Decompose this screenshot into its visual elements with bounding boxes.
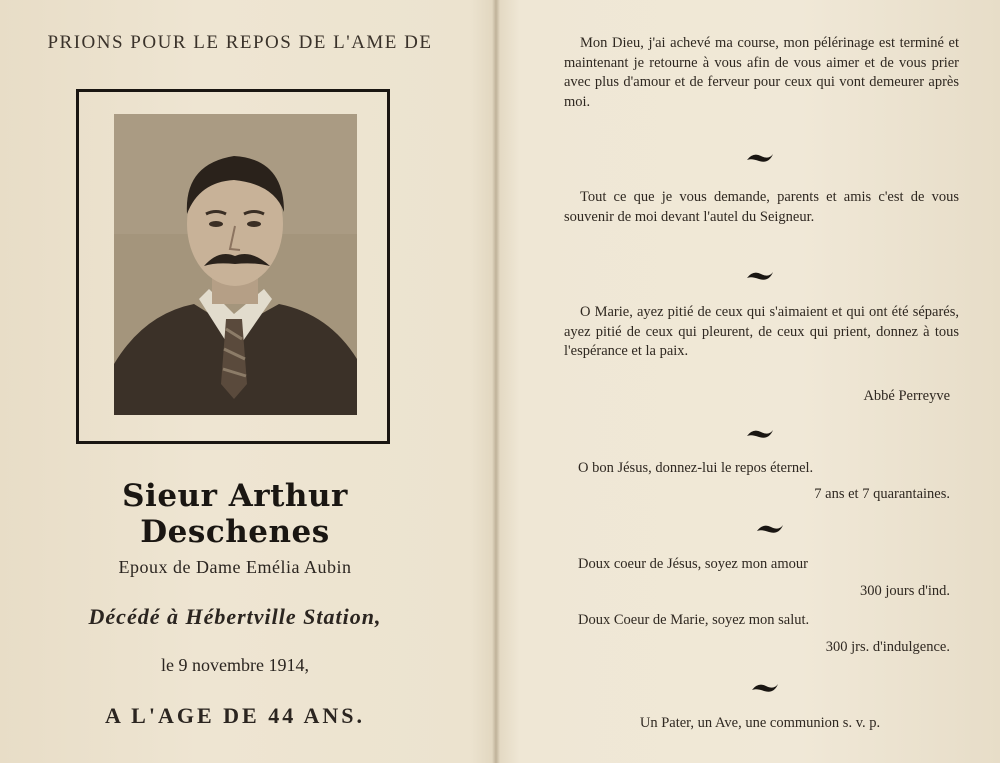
indulgence-5: 300 jours d'ind. (859, 583, 950, 599)
indulgence-6: 300 jrs. d'indulgence. (825, 639, 950, 655)
age-at-death: A L'AGE DE 44 ANS. (105, 703, 365, 728)
closing-line: Un Pater, un Ave, une communion s. v. p. (639, 715, 881, 731)
ornament-icon (745, 152, 775, 164)
prayer-line-5: Doux coeur de Jésus, soyez mon amour (578, 556, 808, 572)
prayer-header: PRIONS POUR LE REPOS DE L'AME DE (47, 32, 433, 53)
prayer-paragraph-3: O Marie, ayez pitié de ceux qui s'aimaient et qui ont été séparés, ayez pitié de ceux qui pleurent, de ceux qui prient, donnez à tous l'espérance et la paix. (564, 304, 959, 360)
death-date: le 9 novembre 1914, (161, 655, 309, 675)
ornament-icon (745, 428, 775, 440)
portrait-photo (114, 114, 357, 415)
deceased-name: Sieur Arthur Deschenes (122, 478, 348, 550)
prayer-line-4: O bon Jésus, donnez-lui le repos éternel. (578, 460, 814, 476)
spouse-line: Epoux de Dame Emélia Aubin (118, 557, 352, 577)
attribution: Abbé Perreyve (863, 388, 950, 404)
indulgence-4: 7 ans et 7 quarantaines. (814, 486, 950, 502)
right-panel (500, 0, 1000, 763)
prayer-paragraph-1: Mon Dieu, j'ai achevé ma course, mon pélérinage est terminé et maintenant je retourne à vous afin de vous aimer et de vous prier avec plus d'amour et de ferveur pour ceux qui vont demeurer après moi. (564, 35, 959, 110)
death-place: Décédé à Hébertville Station, (88, 604, 382, 629)
ornament-icon (755, 523, 785, 535)
left-panel (0, 0, 495, 763)
prayer-line-6: Doux Coeur de Marie, soyez mon salut. (578, 612, 810, 628)
ornament-icon (745, 270, 775, 282)
ornament-icon (750, 682, 780, 694)
prayer-paragraph-2: Tout ce que je vous demande, parents et amis c'est de vous souvenir de moi devant l'autel du Seigneur. (564, 189, 959, 225)
